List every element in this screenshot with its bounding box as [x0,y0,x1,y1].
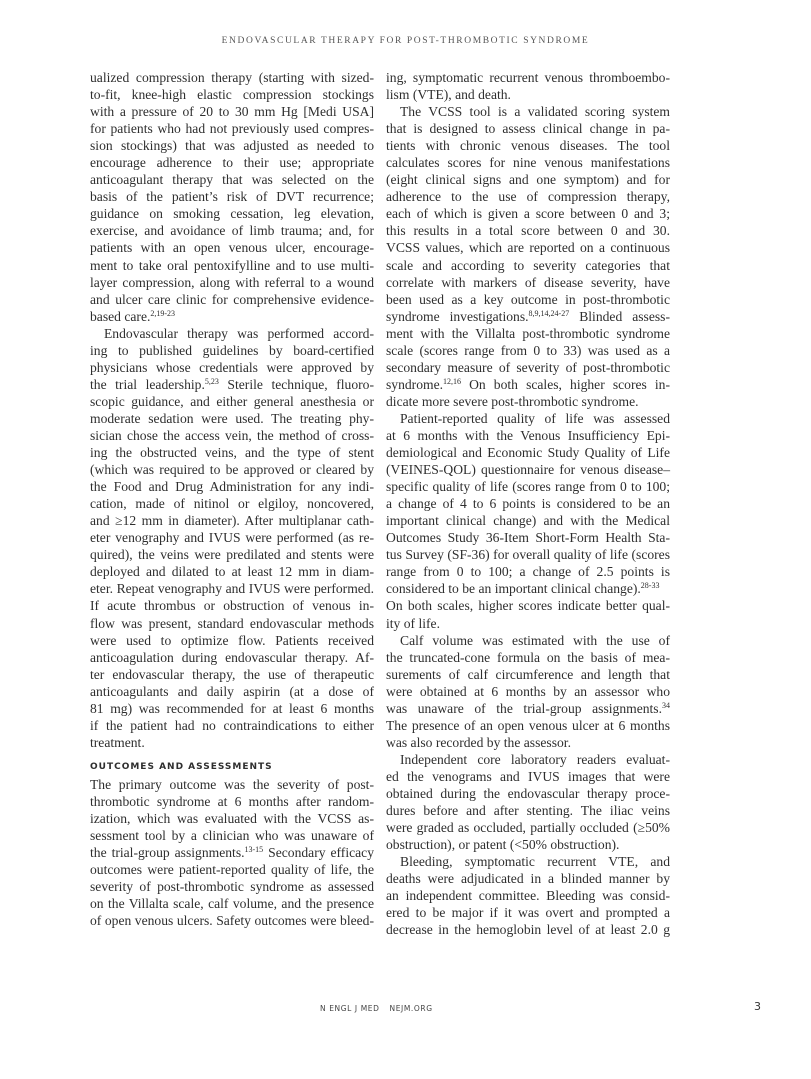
text-fragment: On both scales, higher scores in- [461,376,670,392]
text-line: tients with chronic venous diseases. The tool [386,138,670,154]
reference-superscript: 5,23 [204,376,219,386]
text-line: Independent core laboratory readers evaluat- [400,751,670,767]
text-line: on the Villalta scale, calf volume, and the presence [90,896,374,912]
text-line: deployed and dilated to at least 12 mm in diam- [90,564,374,580]
text-line: The primary outcome was the severity of post- [90,776,374,792]
text-line [90,844,374,861]
text-line: and ulcer care clinic for comprehensive evidence- [90,291,374,307]
text-line: quired), the veins were predilated and stents were [90,547,374,563]
text-line: correlate with markers of disease severity, have [386,274,670,290]
paragraph-vcss-tool [386,103,670,410]
text-line: severity of post-thrombotic syndrome as assessed [90,879,374,895]
text-line: ing, symptomatic recurrent venous thromboembo- [386,70,670,85]
text-line: scopic guidance, and either general anesthesia or [90,393,374,409]
text-line: to-fit, knee-high elastic compression stockings [90,87,374,103]
text-line: obstruction), or patent (<50% obstruction). [386,837,620,853]
text-fragment: considered to be an important clinical change). [386,581,641,597]
right-column [386,69,670,938]
text-line: The VCSS tool is a validated scoring system [400,104,670,120]
text-line: a change of 4 to 6 points is considered to be an [386,496,670,512]
text-line: (eight clinical signs and one symptom) and for [386,172,670,188]
text-line: sessment tool by a clinician who was unaware of [90,828,374,844]
text-line: (which was required to be approved or cleared by [90,462,374,478]
footer-journal-citation [320,1004,433,1013]
text-line: with a pressure of 20 to 30 mm Hg [Medi USA] [90,104,374,120]
text-fragment: Sterile technique, fluoro- [218,376,375,392]
text-fragment: was unaware of the trial-group assignments. [386,700,662,716]
text-line: ization, which was evaluated with the VCSS as- [90,810,374,826]
text-line: guidance on smoking cessation, leg elevation, [90,206,374,222]
paragraph-compression-therapy [90,69,374,325]
text-line [386,376,670,393]
text-line [90,376,374,393]
text-line: eter. Repeat venography and IVUS were performed. [90,581,374,597]
section-heading-outcomes: OUTCOMES AND ASSESSMENTS [90,761,273,772]
text-line: ment with the Villalta post-thrombotic syndrome [386,325,670,341]
text-line [386,580,670,597]
text-line: was also recorded by the assessor. [386,734,571,750]
text-fragment: syndrome. [386,376,444,392]
text-line: If acute thrombus or obstruction of venous in- [90,598,374,614]
text-fragment: Blinded assess- [569,308,670,324]
text-line: scale and according to severity categories that [386,257,670,273]
text-line: VCSS values, which are reported on a continuous [386,240,670,256]
text-line: the Food and Drug Administration for any indi- [90,479,374,495]
text-line: and ≥12 mm in diameter). After multiplanar cath- [90,513,374,529]
reference-superscript: 2,19-23 [150,308,176,318]
text-line: (VEINES-QOL) questionnaire for venous disease– [386,462,670,478]
text-line: deaths were adjudicated in a blinded manner by [386,871,670,887]
text-fragment: based care. [90,308,151,324]
paragraph-calf-volume [386,632,670,751]
text-line: an independent committee. Bleeding was consid- [386,888,670,904]
text-line: exercise, and avoidance of limb trauma; and, for [90,223,374,239]
text-line: of open venous ulcers. Safety outcomes were bleed- [90,913,374,929]
text-line: secondary measure of severity of post-thrombotic [386,359,670,375]
text-line: thrombotic syndrome at 6 months after random- [90,793,374,809]
text-line: Outcomes Study 36-Item Short-Form Health Sta- [386,530,670,546]
text-line: dicate more severe post-thrombotic syndrome. [386,393,639,409]
text-line: were obtained at 6 months by an assessor who [386,683,670,699]
text-line: basis of the patient’s risk of DVT recurrence; [90,189,374,205]
text-line [90,308,374,325]
text-line: ualized compression therapy (starting with sized- [90,70,374,85]
text-line: surements of calf circumference and length that [386,666,670,682]
paragraph-quality-of-life [386,410,670,632]
text-line: Bleeding, symptomatic recurrent VTE, and [400,854,670,870]
text-line: important clinical change) and with the Medical [386,513,670,529]
text-line: Patient-reported quality of life was assessed [400,410,670,426]
text-line: demiological and Economic Study Quality of Life [386,445,670,461]
text-line: sion stockings) that was adjusted as needed to [90,138,374,154]
text-line: Calf volume was estimated with the use of [400,632,670,648]
journal-website: NEJM.ORG [389,1004,433,1013]
text-line: sician chose the access vein, the method of cross- [90,427,374,443]
text-line: adherence to the use of compression therapy, [386,189,670,205]
text-line: ment to take oral pentoxifylline and to use multi- [90,257,374,273]
reference-superscript: 8,9,14,24-27 [528,308,570,318]
text-line: ing the obstructed veins, and the type of stent [90,445,374,461]
text-fragment: Secondary efficacy [263,845,374,861]
text-line: obtained during the endovascular therapy proce- [386,785,670,801]
text-line: each of which is given a score between 0 and 3; [386,206,670,222]
running-header: ENDOVASCULAR THERAPY FOR POST-THROMBOTIC SYNDROME [221,36,590,46]
text-line: dures before and after stenting. The iliac veins [386,803,670,819]
text-line: lism (VTE), and death. [386,87,511,103]
text-line: were graded as occluded, partially occluded (≥50% [386,820,670,836]
text-line: flow was present, standard endovascular methods [90,615,374,631]
text-line: ing to published guidelines by board-certified [90,342,374,358]
paragraph-primary-outcome [90,776,374,929]
text-line: physicians whose credentials were approved by [90,359,374,375]
text-line: at 6 months with the Venous Insufficiency Epi- [386,427,670,443]
text-line: if the patient had no contraindications to either [90,717,374,733]
text-line: been used as a key outcome in post-thrombotic [386,291,670,307]
text-line: Endovascular therapy was performed accord- [104,325,374,341]
journal-abbreviation: N ENGL J MED [320,1004,380,1013]
text-line: eter venography and IVUS were performed (as re- [90,530,374,546]
text-line: the truncated-cone formula on the basis of mea- [386,649,670,665]
paragraph-endovascular-therapy [90,325,374,751]
text-line [386,308,670,325]
text-line: 81 mg) was recommended for at least 6 months [90,700,374,716]
text-line: moderate sedation were used. The treating phy- [90,410,374,426]
paragraph-core-laboratory [386,751,670,853]
text-line: outcomes were patient-reported quality of life, the [90,862,374,878]
text-line: scale (scores range from 0 to 33) was used as a [386,342,670,358]
text-line: for patients who had not previously used compres- [90,121,374,137]
text-fragment: the trial leadership. [90,376,205,392]
page-number: 3 [754,1000,761,1013]
text-line: The presence of an open venous ulcer at 6 months [386,717,670,733]
text-line: layer compression, along with referral to a wound [90,274,374,290]
reference-superscript: 28-33 [640,581,660,591]
text-line: range from 0 to 100; a change of 2.5 points is [386,564,670,580]
text-line: treatment. [90,734,145,750]
left-column [90,69,374,929]
text-line: anticoagulant therapy that was selected on the [90,172,374,188]
text-line: ed the venograms and IVUS images that were [386,768,670,784]
text-line: were used to optimize flow. Patients received [90,632,374,648]
text-line: anticoagulants and daily aspirin (at a dose of [90,683,374,699]
reference-superscript: 13-15 [244,845,264,855]
text-line: this results in a total score between 0 and 30. [386,223,670,239]
text-line: cation, made of nitinol or elgiloy, noncovered, [90,496,374,512]
text-line: specific quality of life (scores range from 0 to 100; [386,479,670,495]
reference-superscript: 12,16 [443,376,462,386]
text-line: tus Survey (SF-36) for overall quality of life (scores [386,547,670,563]
paragraph-safety-outcomes [386,69,670,103]
paragraph-bleeding-adjudication [386,853,670,938]
text-line: encourage adherence to their use; appropriate [90,155,374,171]
text-line: ter endovascular therapy, the use of therapeutic [90,666,374,682]
text-line: ity of life. [386,615,440,631]
text-line: calculates scores for nine venous manifestations [386,155,670,171]
text-line: that is designed to assess clinical change in pa- [386,121,670,137]
text-line: ered to be major if it was overt and prompted a [386,905,670,921]
text-line: patients with an open venous ulcer, encourage- [90,240,374,256]
text-fragment: syndrome investigations. [386,308,529,324]
text-line: anticoagulation during endovascular therapy. Af- [90,649,374,665]
text-line: decrease in the hemoglobin level of at least 2.0 g [386,922,670,938]
text-line: On both scales, higher scores indicate better qual- [386,598,670,614]
text-fragment: the trial-group assignments. [90,845,245,861]
text-line [386,700,670,717]
reference-superscript: 34 [662,700,670,710]
